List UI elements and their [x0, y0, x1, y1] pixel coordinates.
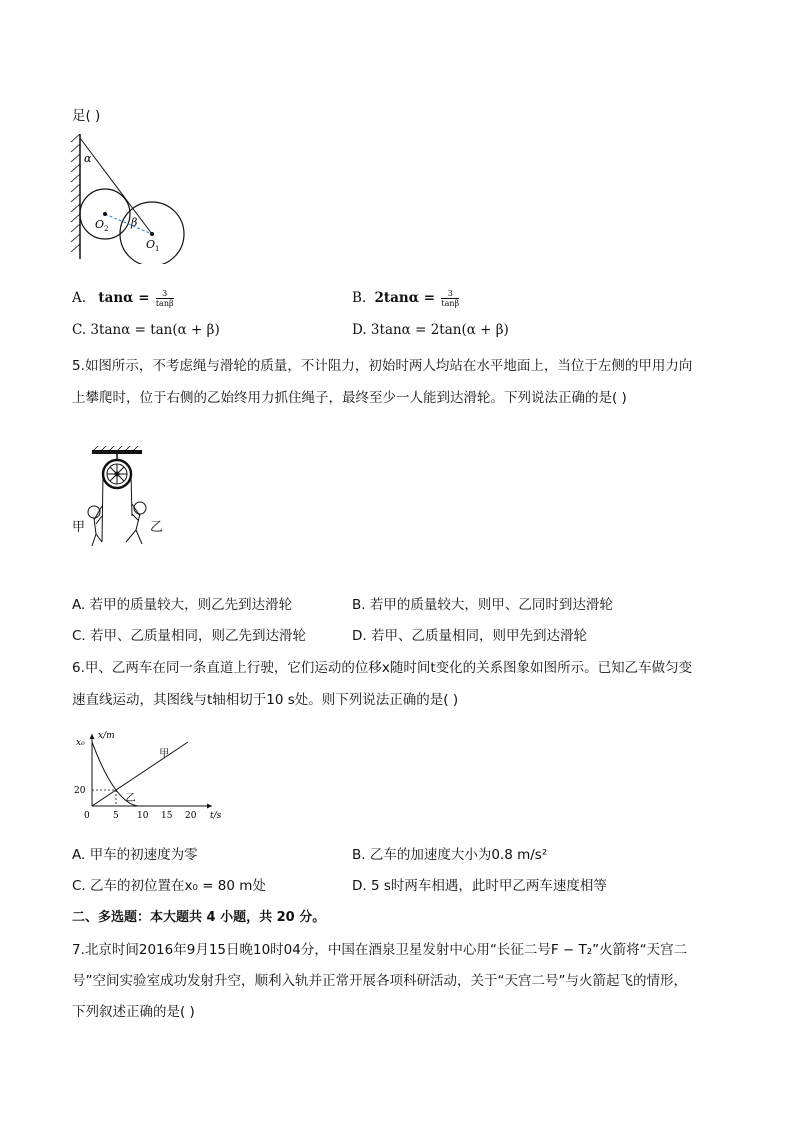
q4-option-b-left: 2tanα = — [374, 290, 436, 306]
q5-option-d: D. 若甲、乙质量相同，则甲先到达滑轮 — [352, 628, 587, 644]
q6-option-d: D. 5 s时两车相遇，此时甲乙两车速度相等 — [352, 878, 607, 894]
o2-sub-label: 2 — [104, 225, 109, 233]
q4-stem-tail: 足( ) — [72, 108, 101, 124]
y-tick-label: 20 — [74, 786, 86, 796]
x-axis-label: t/s — [210, 811, 222, 821]
q4-option-a — [72, 289, 174, 308]
q6-option-b: B. 乙车的加速度大小为0.8 m/s² — [352, 847, 548, 863]
q5-option-b: B. 若甲的质量较大，则甲、乙同时到达滑轮 — [352, 597, 613, 613]
q4-option-a-fraction — [156, 289, 174, 308]
y-tick-label: x₀ — [76, 738, 85, 748]
q7-stem-line3: 下列叙述正确的是( ) — [72, 1004, 195, 1020]
q4-option-b-num: 3 — [441, 289, 459, 299]
q5-label-left: 甲 — [72, 520, 86, 535]
beta-label: β — [131, 216, 138, 229]
y-axis-label: x/m — [98, 731, 115, 741]
q7-stem-line1: 7.北京时间2016年9月15日晚10时04分，中国在酒泉卫星发射中心用“长征二号F − T₂”火箭将“天宫二 — [72, 942, 688, 958]
q4-option-d: D. 3tanα = 2tan(α + β) — [352, 322, 509, 338]
q4-option-c: C. 3tanα = tan(α + β) — [72, 322, 220, 338]
q4-sphere-figure — [68, 134, 188, 264]
q4-option-a-left: tanα = — [98, 290, 150, 306]
o1-sub-label: 1 — [155, 245, 160, 253]
q5-pulley-figure — [70, 446, 170, 558]
o2-label: O — [95, 218, 105, 231]
q5-option-a: A. 若甲的质量较大，则乙先到达滑轮 — [72, 597, 293, 613]
q4-option-b-fraction — [441, 289, 459, 308]
alpha-label: α — [84, 152, 92, 165]
o1-label: O — [146, 238, 156, 251]
q4-option-a-den: tanβ — [155, 299, 174, 308]
q4-option-b — [352, 289, 459, 308]
q6-stem-line1: 6.甲、乙两车在同一条直道上行驶，它们运动的位移x随时间t变化的关系图象如图所示。已知乙车做匀变 — [72, 660, 693, 676]
q5-stem-line1: 5.如图所示，不考虑绳与滑轮的质量，不计阻力，初始时两人均站在水平地面上，当位于左侧的甲用力向 — [72, 358, 693, 374]
q4-option-b-prefix: B. — [352, 290, 367, 306]
q4-option-a-num: 3 — [156, 289, 174, 299]
x-tick-label: 10 — [137, 811, 149, 821]
x-tick-label: 20 — [185, 811, 197, 821]
q6-option-a: A. 甲车的初速度为零 — [72, 847, 198, 863]
q5-stem-line2: 上攀爬时，位于右侧的乙始终用力抓住绳子，最终至少一人能到达滑轮。下列说法正确的是( ) — [72, 390, 627, 406]
y-axis-arrow — [90, 734, 95, 739]
q4-option-b-den: tanβ — [441, 299, 460, 308]
q7-stem-line2: 号”空间实验室成功发射升空，顺利入轨并正常开展各项科研活动，关于“天宫二号”与火箭起飞的情形， — [72, 973, 687, 989]
x-tick-label: 15 — [161, 811, 173, 821]
section2-heading: 二、多选题：本大题共 4 小题，共 20 分。 — [72, 910, 326, 925]
series-yi-label: 乙 — [125, 793, 136, 805]
q5-option-c: C. 若甲、乙质量相同，则乙先到达滑轮 — [72, 628, 307, 644]
x-tick-label: 5 — [113, 811, 119, 821]
q6-xt-chart — [70, 722, 230, 830]
q5-label-right: 乙 — [150, 520, 164, 535]
q6-stem-line2: 速直线运动，其图线与t轴相切于10 s处。则下列说法正确的是( ) — [72, 692, 459, 708]
x-axis-arrow — [207, 804, 212, 809]
q4-option-a-prefix: A. — [72, 290, 87, 306]
q6-option-c: C. 乙车的初位置在x₀ = 80 m处 — [72, 878, 266, 894]
x-tick-label: 0 — [84, 811, 90, 821]
series-jia-label: 甲 — [159, 748, 170, 760]
